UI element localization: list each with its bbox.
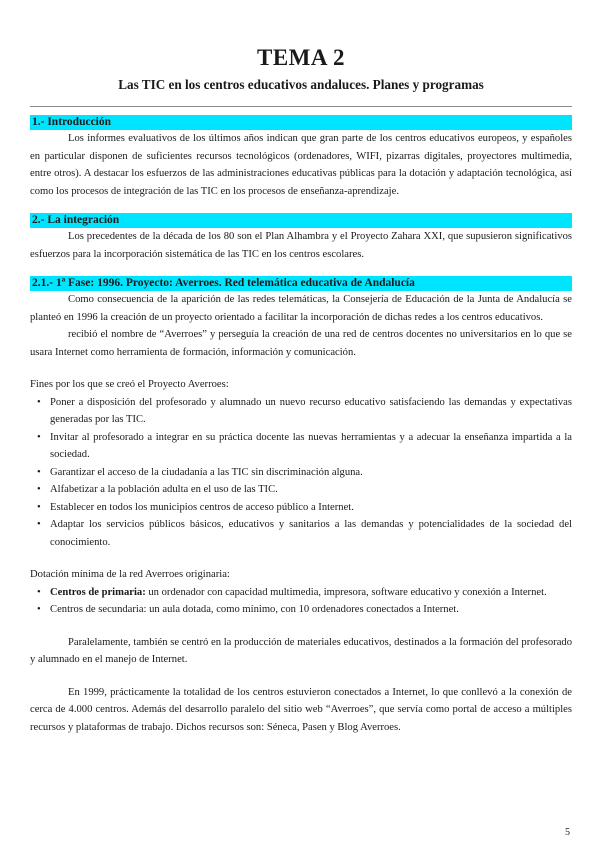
- paragraph-integracion: Los precedentes de la década de los 80 son el Plan Alhambra y el Proyecto Zahara XXI, que supusieron significativos esfuerzos para la incorporación sistemática de las TIC en los centros escolares.: [30, 231, 572, 260]
- paragraph-averroes-4: En 1999, prácticamente la totalidad de los centros estuvieron conectados a Internet, lo que conllevó a la conexión de cerca de 4.000 centros. Además del desarrollo paralelo del sitio web “Averroes”, que servía como portal de acceso a múltiples recursos y plataformas de trabajo. Dichos recursos son: Séneca, Pasen y Blog Averroes.: [30, 686, 572, 733]
- title-divider: [30, 106, 572, 107]
- list-item: • Adaptar los servicios públicos básicos, educativos y sanitarios a las demandas y potencialidades de la sociedad del conocimiento.: [50, 516, 572, 551]
- fines-list: [30, 394, 572, 552]
- dotacion-label: Dotación mínima de la red Averroes originaria:: [30, 569, 230, 580]
- fines-label: Fines por los que se creó el Proyecto Averroes:: [30, 379, 229, 390]
- section-heading-averroes: 2.1.- 1ª Fase: 1996. Proyecto: Averroes. Red telemática educativa de Andalucía: [30, 276, 572, 291]
- list-item: • Alfabetizar a la población adulta en el uso de las TIC.: [50, 481, 572, 499]
- list-item: • Invitar al profesorado a integrar en su práctica docente las nuevas herramientas y a adecuar la enseñanza impartida a la sociedad.: [50, 429, 572, 464]
- bullet-icon: •: [37, 466, 41, 478]
- list-item: • Poner a disposición del profesorado y alumnado un nuevo recurso educativo satisfaciendo las demandas y expectativas generadas por las TIC.: [50, 394, 572, 429]
- paragraph-averroes-2: recibió el nombre de “Averroes” y perseguía la creación de una red de centros docentes no universitarios en lo que se usara Internet como herramienta de formación, información y comunicación.: [30, 329, 572, 358]
- page-subtitle: Las TIC en los centros educativos andaluces. Planes y programas: [118, 77, 484, 92]
- bullet-icon: •: [37, 586, 41, 598]
- paragraph-averroes-3: Paralelamente, también se centró en la producción de materiales educativos, destinados a la formación del profesorado y alumnado en el manejo de Internet.: [30, 636, 572, 665]
- bullet-icon: •: [37, 396, 41, 408]
- paragraph-introduccion: Los informes evaluativos de los últimos años indican que gran parte de los centros educativos europeos, y españoles en particular disponen de suficientes recursos tecnológicos (ordenadores, WIFI, pizarras digitales, proyectores multimedia, entre otros). A destacar los esfuerzos de las administraciones educativas públicas para la dotación y adaptación tecnológica, así como los procesos de integración de las TIC en los procesos de enseñanza-aprendizaje.: [30, 133, 572, 197]
- bullet-icon: •: [37, 519, 41, 530]
- dotacion-list: [30, 584, 572, 619]
- page-title: TEMA 2: [257, 45, 345, 70]
- list-item: • Centros de primaria: un ordenador con capacidad multimedia, impresora, software educativo y conexión a Internet.: [50, 584, 572, 602]
- primaria-label: Centros de primaria:: [50, 586, 146, 598]
- list-item: • Establecer en todos los municipios centros de acceso público a Internet.: [50, 499, 572, 517]
- bullet-icon: •: [37, 431, 41, 443]
- section-heading-introduccion: 1.- Introducción: [30, 115, 572, 130]
- bullet-icon: •: [37, 604, 41, 615]
- section-heading-integracion: 2.- La integración: [30, 213, 572, 228]
- bullet-icon: •: [37, 501, 41, 513]
- document-page: [30, 0, 572, 736]
- paragraph-averroes-1: Como consecuencia de la aparición de las redes telemáticas, la Consejería de Educación de la Junta de Andalucía se planteó en 1996 la creación de un proyecto orientado a facilitar la incorporación de dichas redes a los centros educativos.: [30, 294, 572, 323]
- bullet-icon: •: [37, 484, 41, 495]
- page-number: 5: [565, 827, 570, 838]
- list-item: • Garantizar el acceso de la ciudadanía a las TIC sin discriminación alguna.: [50, 464, 572, 482]
- list-item: • Centros de secundaria: un aula dotada, como mínimo, con 10 ordenadores conectados a Internet.: [50, 601, 572, 619]
